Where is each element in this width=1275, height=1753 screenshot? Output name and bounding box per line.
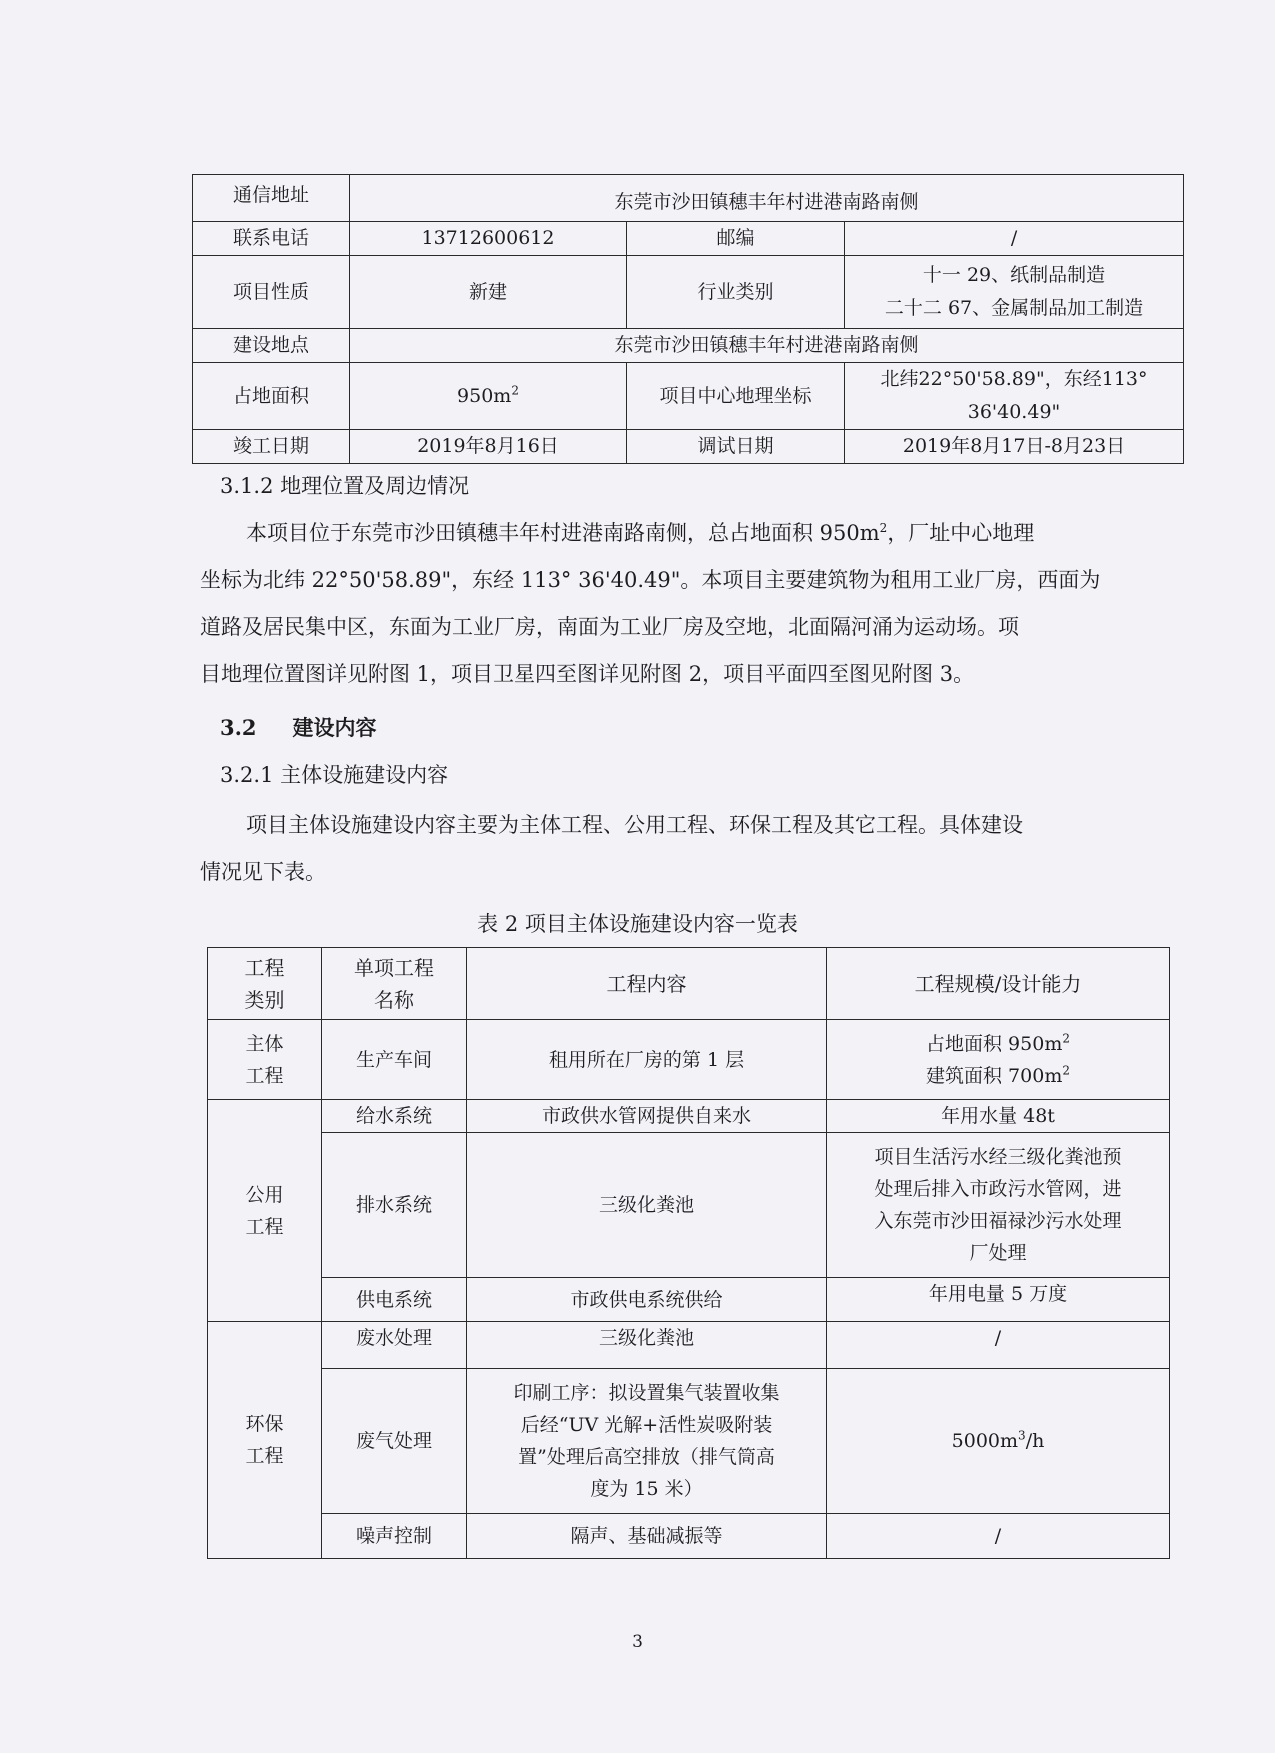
- table-row: [193, 175, 1184, 222]
- item-content: 三级化粪池: [467, 1322, 827, 1369]
- header-name: 单项工程 名称: [322, 948, 467, 1020]
- paragraph-line: 情况见下表。: [200, 860, 326, 884]
- page-number: 3: [632, 1632, 643, 1652]
- header-category: 工程 类别: [208, 948, 322, 1020]
- section-heading-3-2: 3.2 建设内容: [220, 715, 377, 740]
- category-cell: 主体 工程: [208, 1020, 322, 1100]
- paragraph-line: 目地理位置图详见附图 1，项目卫星四至图详见附图 2，项目平面四至图见附图 3。: [200, 662, 975, 686]
- project-info-table: [192, 174, 1184, 464]
- item-scale: 占地面积 $950m^2$ 建筑面积 $700m^2$: [827, 1020, 1170, 1100]
- area-value: $950m^2$: [350, 363, 627, 430]
- industry-value: [845, 256, 1184, 329]
- item-name: 废水处理: [322, 1322, 467, 1369]
- item-name: 排水系统: [322, 1133, 467, 1278]
- debug-label: 调试日期: [627, 430, 845, 464]
- item-scale: 年用水量 48t: [827, 1100, 1170, 1133]
- industry-value-line: 十一 29、纸制品制造: [922, 264, 1106, 286]
- item-content: 市政供水管网提供自来水: [467, 1100, 827, 1133]
- table-row: [208, 1278, 1170, 1322]
- table-header-row: [208, 948, 1170, 1020]
- debug-value: 2019年8月17日-8月23日: [845, 430, 1184, 464]
- item-content: 市政供电系统供给: [467, 1278, 827, 1322]
- item-content: 隔声、基础减振等: [467, 1514, 827, 1559]
- completion-label: 竣工日期: [193, 430, 350, 464]
- table-row: [208, 1100, 1170, 1133]
- table-row: [208, 1514, 1170, 1559]
- table-row: [193, 256, 1184, 329]
- address-label: 通信地址: [193, 175, 350, 222]
- item-name: 供电系统: [322, 1278, 467, 1322]
- postcode-value: /: [845, 222, 1184, 256]
- item-scale: $5000m^3/h$: [827, 1369, 1170, 1514]
- item-content: 三级化粪池: [467, 1133, 827, 1278]
- header-content: 工程内容: [467, 948, 827, 1020]
- area-label: 占地面积: [193, 363, 350, 430]
- item-scale: /: [827, 1514, 1170, 1559]
- paragraph-line: 坐标为北纬 22°50'58.89"，东经 113° 36'40.49"。本项目主要建筑物为租用工业厂房，西面为: [200, 568, 1101, 592]
- paragraph-line: 本项目位于东莞市沙田镇穗丰年村进港南路南侧，总占地面积 $950m^2$，厂址中心地理: [246, 521, 1035, 545]
- phone-label: 联系电话: [193, 222, 350, 256]
- section-heading-3-2-1: 3.2.1 主体设施建设内容: [220, 763, 449, 787]
- table-row: [193, 222, 1184, 256]
- coord-value-line: 北纬22°50'58.89"，东经113°: [880, 368, 1148, 390]
- table-row: [208, 1322, 1170, 1369]
- table-row: [193, 363, 1184, 430]
- industry-label: 行业类别: [627, 256, 845, 329]
- table-row: [208, 1020, 1170, 1100]
- category-cell: 环保 工程: [208, 1322, 322, 1559]
- item-name: 废气处理: [322, 1369, 467, 1514]
- table-row: [208, 1133, 1170, 1278]
- phone-value: 13712600612: [350, 222, 627, 256]
- postcode-label: 邮编: [627, 222, 845, 256]
- completion-value: 2019年8月16日: [350, 430, 627, 464]
- table-row: [193, 329, 1184, 363]
- item-scale: 项目生活污水经三级化粪池预 处理后排入市政污水管网，进 入东莞市沙田福禄沙污水处理 厂处理: [827, 1133, 1170, 1278]
- site-label: 建设地点: [193, 329, 350, 363]
- item-scale: 年用电量 5 万度: [827, 1278, 1170, 1322]
- section-heading-3-1-2: 3.1.2 地理位置及周边情况: [220, 474, 470, 498]
- item-name: 给水系统: [322, 1100, 467, 1133]
- site-value: 东莞市沙田镇穗丰年村进港南路南侧: [350, 329, 1184, 363]
- item-content: 租用所在厂房的第 1 层: [467, 1020, 827, 1100]
- nature-label: 项目性质: [193, 256, 350, 329]
- paragraph-line: 道路及居民集中区，东面为工业厂房，南面为工业厂房及空地，北面隔河涌为运动场。项: [200, 615, 1019, 639]
- table-row: [193, 430, 1184, 464]
- industry-value-line: 二十二 67、金属制品加工制造: [884, 297, 1144, 319]
- construction-content-table: [207, 947, 1170, 1559]
- item-name: 生产车间: [322, 1020, 467, 1100]
- category-cell: 公用 工程: [208, 1100, 322, 1322]
- address-value: 东莞市沙田镇穗丰年村进港南路南侧: [350, 175, 1184, 222]
- paragraph-intro: [200, 802, 1180, 896]
- item-name: 噪声控制: [322, 1514, 467, 1559]
- paragraph-location: [200, 510, 1180, 698]
- coord-value: [845, 363, 1184, 430]
- paragraph-line: 项目主体设施建设内容主要为主体工程、公用工程、环保工程及其它工程。具体建设: [246, 813, 1023, 837]
- item-content: 印刷工序：拟设置集气装置收集 后经“UV 光解+活性炭吸附装 置”处理后高空排放（排气筒高 度为 15 米）: [467, 1369, 827, 1514]
- item-scale: /: [827, 1322, 1170, 1369]
- table-caption: 表 2 项目主体设施建设内容一览表: [477, 912, 798, 936]
- coord-label: 项目中心地理坐标: [627, 363, 845, 430]
- nature-value: 新建: [350, 256, 627, 329]
- header-scale: 工程规模/设计能力: [827, 948, 1170, 1020]
- coord-value-line: 36'40.49": [967, 401, 1061, 423]
- table-row: [208, 1369, 1170, 1514]
